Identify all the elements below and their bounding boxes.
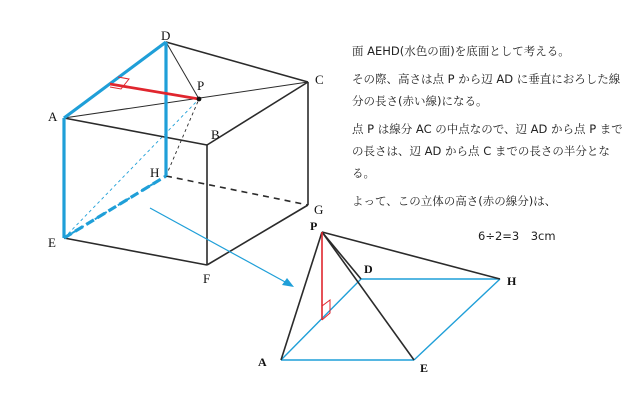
label-a: A	[48, 109, 58, 124]
edge-ad	[64, 42, 166, 118]
label-h: H	[150, 165, 160, 180]
transform-arrow	[150, 208, 294, 287]
base-he	[414, 279, 500, 360]
label-c: C	[315, 72, 324, 87]
label-g: G	[314, 202, 324, 217]
edge-pe	[322, 232, 414, 360]
explanation-line-1: 面 AEHD(水色の面)を底面として考える。	[352, 44, 570, 58]
base-ad	[281, 279, 361, 360]
line-ep-dashed	[64, 99, 199, 238]
edge-ph	[322, 232, 500, 279]
label-pyr-e: E	[420, 361, 429, 375]
edge-dc	[166, 42, 308, 82]
cuboid	[48, 28, 324, 286]
edge-hg-hidden	[166, 176, 308, 205]
explanation-text	[352, 40, 627, 218]
edge-cb	[207, 82, 308, 145]
label-d: D	[161, 28, 171, 43]
label-pyr-p: P	[310, 219, 318, 233]
label-f: F	[203, 271, 211, 286]
label-pyr-d: D	[364, 262, 373, 276]
point-p-dot	[197, 97, 202, 102]
label-b: B	[211, 127, 220, 142]
edge-ef	[64, 238, 207, 265]
label-pyr-a: A	[258, 355, 267, 369]
edge-pa	[281, 232, 322, 360]
label-p: P	[197, 78, 205, 93]
explanation-line-4: よって、この立体の高さ(赤の線分)は、	[352, 194, 557, 208]
explanation-line-3: 点 P は線分 AC の中点なので、辺 AD から点 P までの長さは、辺 AD から点 C までの長さの半分となる。	[352, 122, 623, 180]
explanation-line-2: その際、高さは点 P から辺 AD に垂直におろした線分の長さ(赤い線)になる。	[352, 72, 621, 108]
calculation: 6÷2=3 3cm	[478, 229, 556, 243]
edge-fg	[207, 205, 308, 265]
label-pyr-h: H	[507, 274, 517, 288]
label-e: E	[48, 235, 56, 250]
